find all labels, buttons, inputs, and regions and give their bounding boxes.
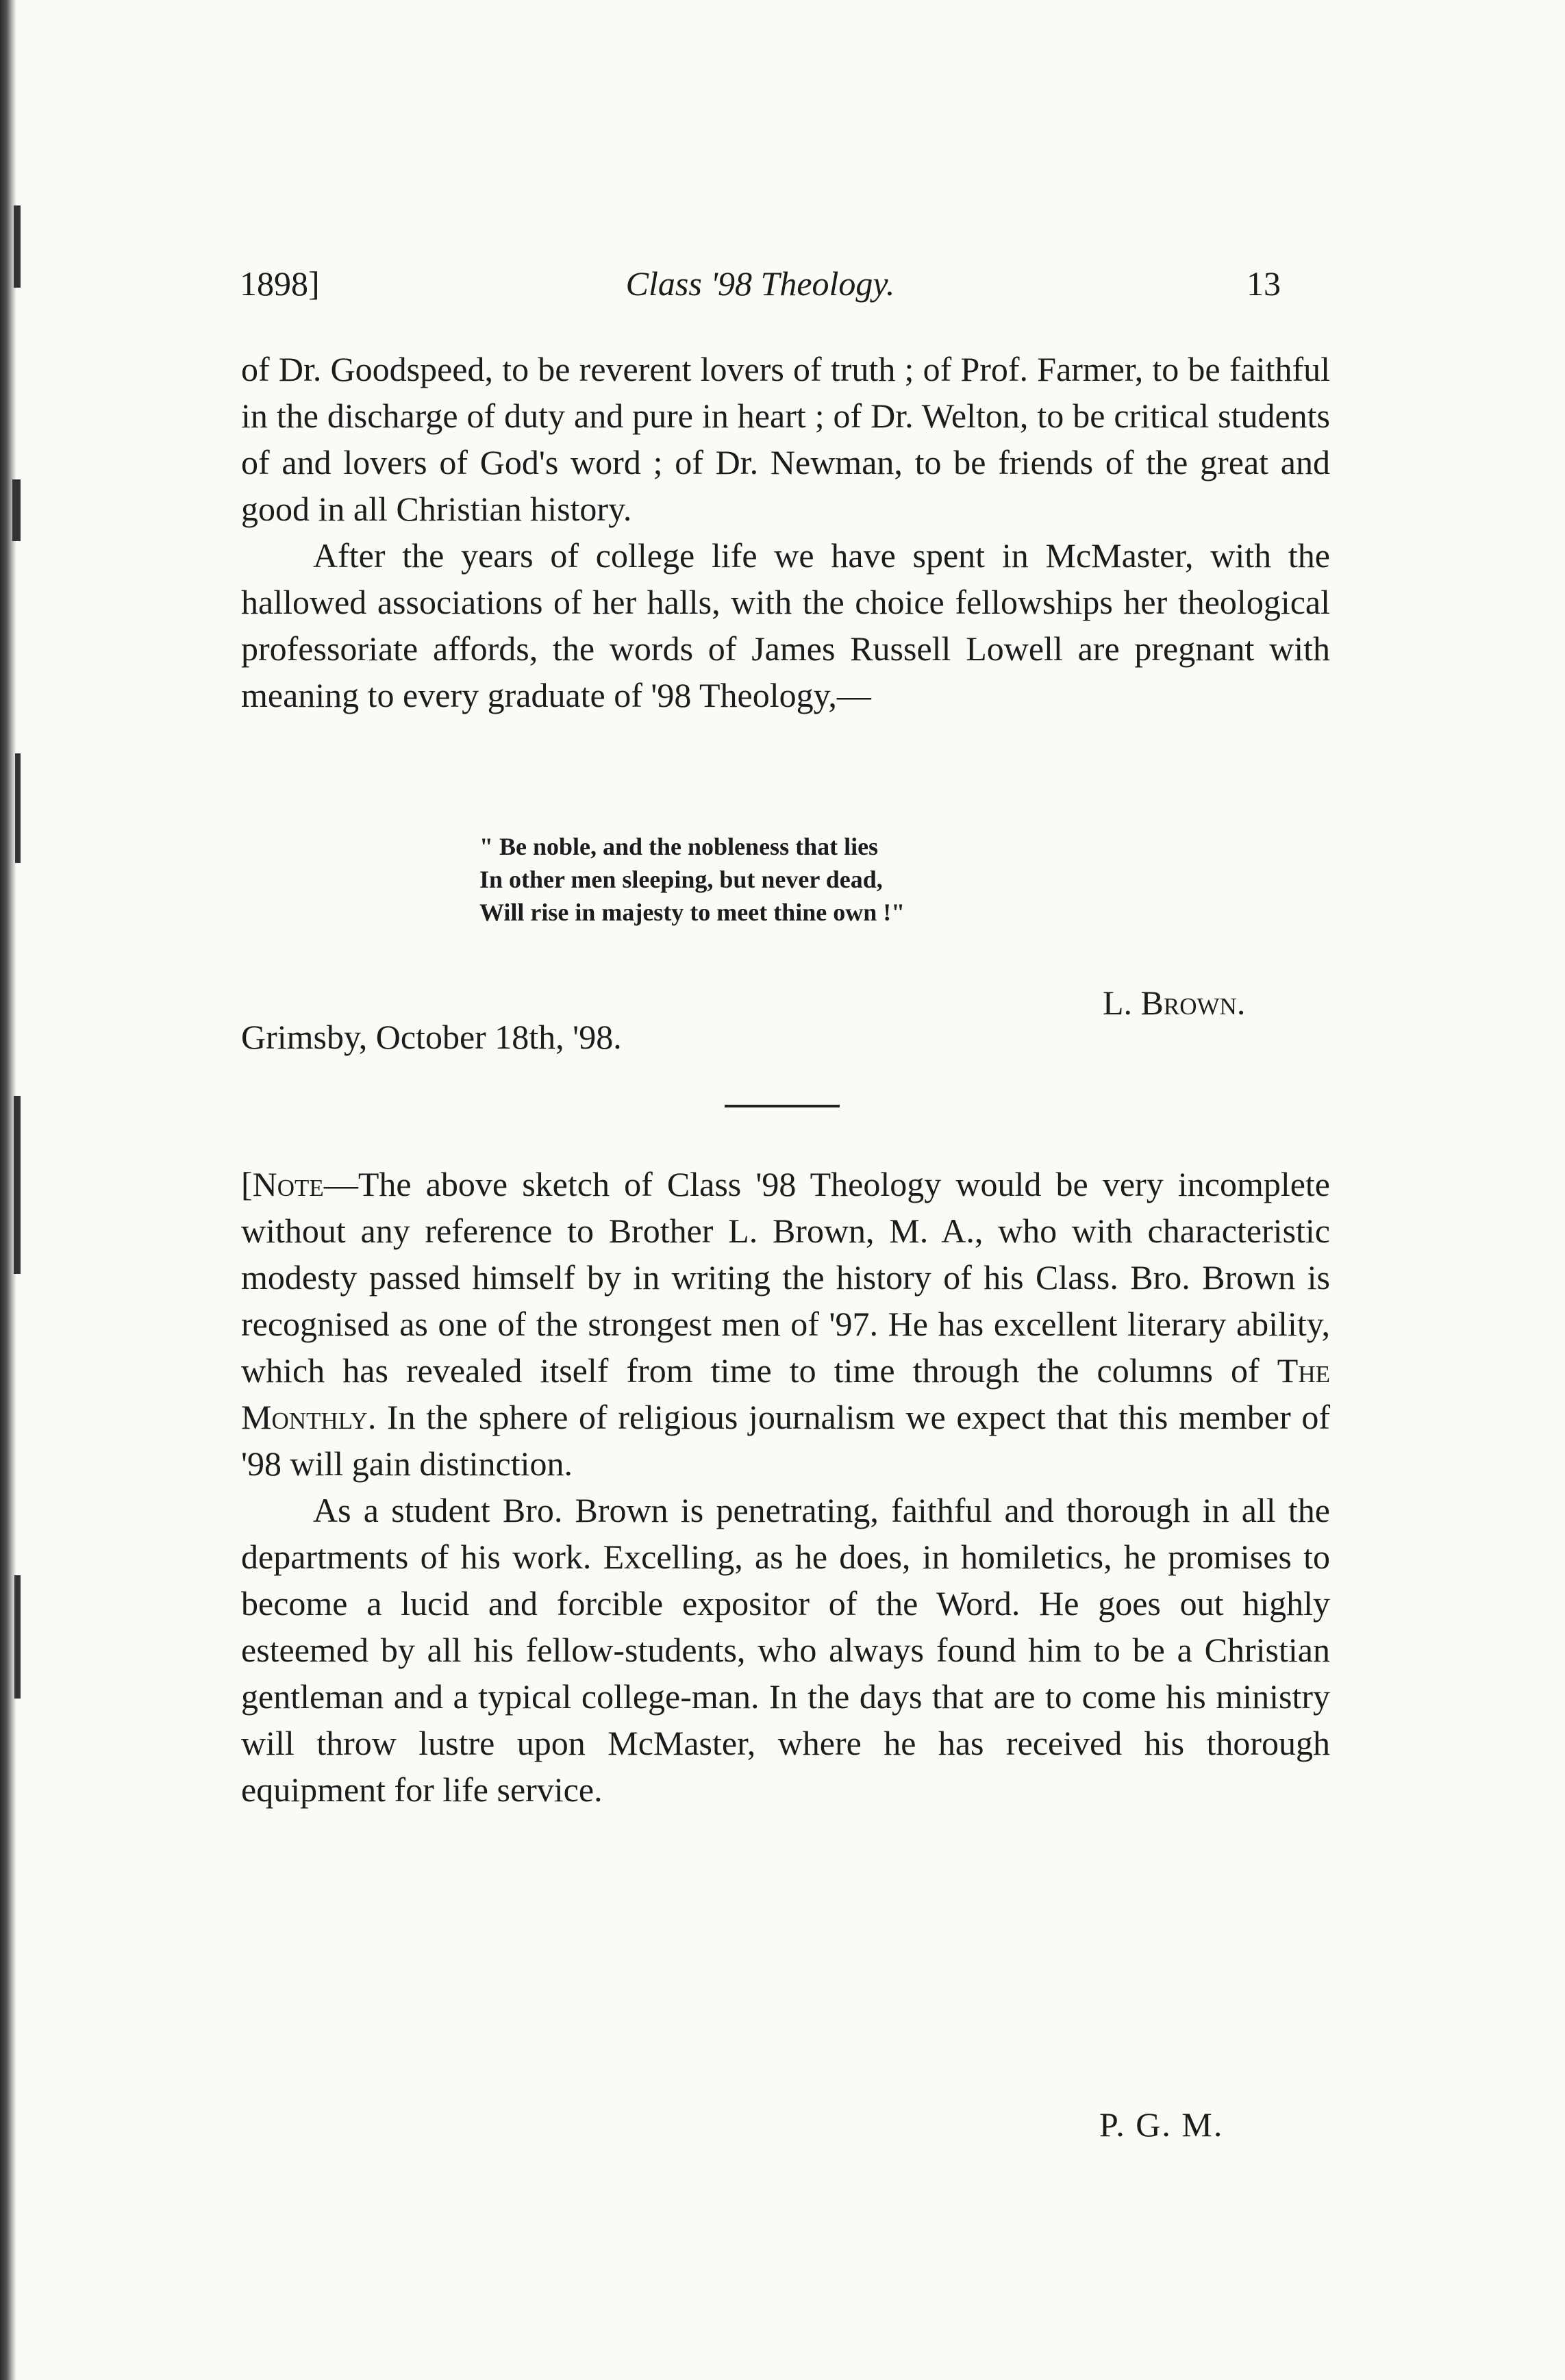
main-text xyxy=(241,346,1330,718)
running-header xyxy=(240,264,1281,318)
binding-mark xyxy=(14,205,21,288)
note-text: . In the sphere of religious journalism we expect that this member of '98 will gain distinction. xyxy=(241,1398,1330,1483)
editor-note xyxy=(241,1161,1330,1813)
binding-mark xyxy=(12,479,21,541)
poem-line: Will rise in majesty to meet thine own !" xyxy=(479,899,905,926)
place-date: Grimsby, October 18th, '98. xyxy=(241,1018,622,1056)
binding-mark xyxy=(14,1096,21,1274)
header-year: 1898] xyxy=(240,264,320,303)
binding-mark xyxy=(15,753,21,863)
note-paragraph xyxy=(241,1161,1330,1487)
note-label: Note xyxy=(252,1165,324,1203)
paragraph-faculty: of Dr. Goodspeed, to be reverent lovers of truth ; of Prof. Farmer, to be faithful in the discharge of duty and pure in heart ; of Dr. Welton, to be critical students of and lovers of God's word ; of Dr. Newman, to be friends of the great and good in all Christian history. xyxy=(241,350,1330,528)
signature-editor: P. G. M. xyxy=(1099,2105,1224,2144)
note-bracket: [ xyxy=(241,1165,253,1203)
poem-line: In other men sleeping, but never dead, xyxy=(479,866,883,893)
header-title: Class '98 Theology. xyxy=(625,264,895,303)
monthly-title: The Monthly xyxy=(241,1351,1330,1436)
note-paragraph-student: As a student Bro. Brown is penetrating, faithful and thorough in all the departments of his work. Excelling, as he does, in homiletics, he promises to become a lucid and forcible expositor of the Word. He goes out highly esteemed by all his fellow-students, who always found him to be a Christian gentleman and a typical college-man. In the days that are to come his ministry will throw lustre upon McMaster, where he has received his thorough equipment for life service. xyxy=(241,1491,1330,1809)
page-number: 13 xyxy=(1247,264,1281,303)
binding-mark xyxy=(14,1575,21,1699)
paragraph-lowell: After the years of college life we have spent in McMaster, with the hallowed associations of her halls, with the choice fellowships her theological professoriate affords, the words of James Russell Lowell are pregnant with meaning to every graduate of '98 Theology,— xyxy=(241,536,1330,714)
poem-quote xyxy=(479,830,905,929)
poem-line: " Be noble, and the nobleness that lies xyxy=(479,833,879,860)
signature-author xyxy=(1103,983,1245,1023)
section-divider xyxy=(725,1105,840,1107)
signature-initial: L. xyxy=(1103,984,1133,1022)
note-text: —The above sketch of Class '98 Theology would be very incomplete without any reference to Brother L. Brown, M. A., who with characteristic modesty passed himself by in writing the history of his Class. Bro. Brown is recognised as one of the strongest men of '97. He has excellent literary ability, which has revealed itself from time to time through the columns of xyxy=(241,1165,1330,1390)
signature-surname: Brown. xyxy=(1140,984,1246,1022)
